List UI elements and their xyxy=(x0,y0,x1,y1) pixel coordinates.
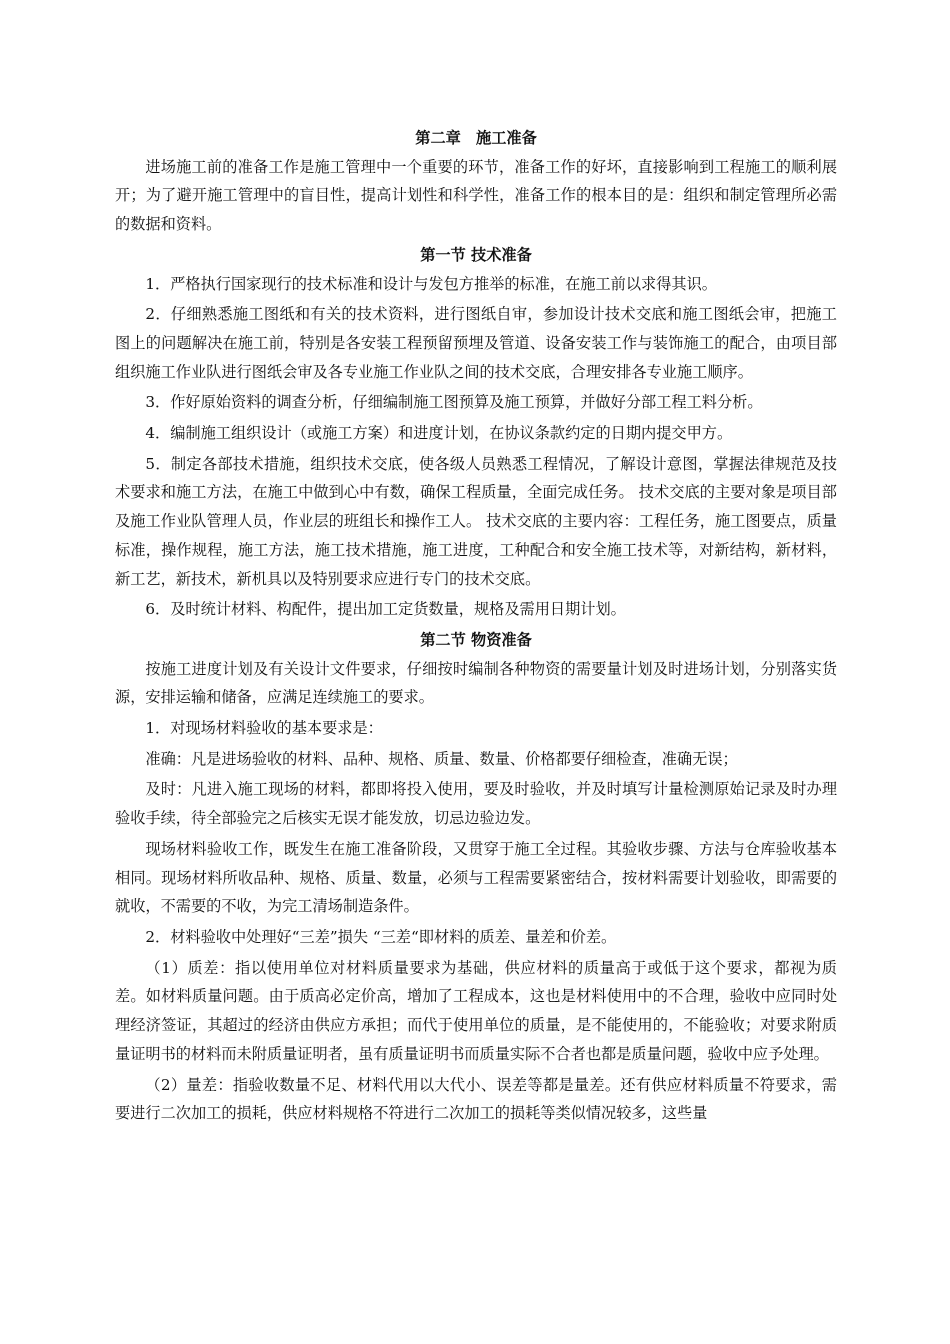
technical-item: 3．作好原始资料的调查分析，仔细编制施工图预算及施工预算，并做好分部工程工料分析。 xyxy=(145,393,763,412)
section-title-materials: 第二节 物资准备 xyxy=(420,630,532,649)
materials-paragraph: 1．对现场材料验收的基本要求是： xyxy=(145,719,383,738)
materials-paragraph: 现场材料验收工作，既发生在施工准备阶段，又贯穿于施工全过程。其验收步骤、方法与仓库验收基本相同。现场材料所收品种、规格、质量、数量，必须与工程需要紧密结合，按材料需要计划验收，即需要的就收，不需要的不收，为完工清场制造条件。 xyxy=(115,839,837,916)
materials-paragraph: （2）量差：指验收数量不足、材料代用以大代小、误差等都是量差。还有供应材料质量不符要求，需要进行二次加工的损耗，供应材料规格不符进行二次加工的损耗等类似情况较多，这些量 xyxy=(115,1075,837,1123)
technical-item: 2．仔细熟悉施工图纸和有关的技术资料，进行图纸自审，参加设计技术交底和施工图纸会审，把施工图上的问题解决在施工前，特别是各安装工程预留预埋及管道、设备安装工作与装饰施工的配合，由项目部组织施工作业队进行图纸会审及各专业施工作业队之间的技术交底，合理安排各专业施工顺序。 xyxy=(115,305,837,381)
technical-item: 6．及时统计材料、构配件，提出加工定货数量，规格及需用日期计划。 xyxy=(145,600,626,619)
chapter-intro: 进场施工前的准备工作是施工管理中一个重要的环节，准备工作的好坏，直接影响到工程施工的顺利展开；为了避开施工管理中的盲目性，提高计划性和科学性，准备工作的根本目的是：组织和制定管理所必需的数据和资料。 xyxy=(115,157,837,234)
technical-item: 1．严格执行国家现行的技术标准和设计与发包方推举的标准，在施工前以求得其识。 xyxy=(145,274,717,293)
technical-item: 4．编制施工组织设计（或施工方案）和进度计划，在协议条款约定的日期内提交甲方。 xyxy=(145,424,733,443)
chapter-title: 第二章 施工准备 xyxy=(415,129,537,147)
materials-paragraph: 准确：凡是进场验收的材料、品种、规格、质量、数量、价格都要仔细检查，准确无误； xyxy=(145,749,738,768)
document-body xyxy=(115,124,837,1130)
materials-paragraph: （1）质差：指以使用单位对材料质量要求为基础，供应材料的质量高于或低于这个要求，都视为质差。如材料质量问题。由于质高必定价高，增加了工程成本，这也是材料使用中的不合理，验收中应同时处理经济签证，其超过的经济由供应方承担；而代于使用单位的质量，是不能使用的，不能验收；对要求附质量证明书的材料而未附质量证明者，虽有质量证明书而质量实际不合者也都是质量问题，验收中应予处理。 xyxy=(115,958,837,1063)
materials-paragraph: 2．材料验收中处理好“三差”损失 “三差“即材料的质差、量差和价差。 xyxy=(145,927,617,946)
technical-item: 5．制定各部技术措施，组织技术交底，使各级人员熟悉工程情况，了解设计意图，掌握法律规范及技术要求和施工方法，在施工中做到心中有数，确保工程质量，全面完成任务。 技术交底的主要对象是项目部及施工作业队管理人员，作业层的班组长和操作工人。 技术交底的主要内容：工程任务，施工图要点，质量标准，操作规程，施工方法，施工技术措施，施工进度，工种配合和安全施工技术等，对新结构，新材料，新工艺，新技术，新机具以及特别要求应进行专门的技术交底。 xyxy=(115,454,837,588)
materials-paragraph: 按施工进度计划及有关设计文件要求，仔细按时编制各种物资的需要量计划及时进场计划，分别落实货源，安排运输和储备，应满足连续施工的要求。 xyxy=(115,659,837,707)
section-title-technical: 第一节 技术准备 xyxy=(420,245,532,264)
materials-paragraph: 及时：凡进入施工现场的材料，都即将投入使用，要及时验收，并及时填写计量检测原始记录及时办理验收手续，待全部验完之后核实无误才能发放，切忌边验边发。 xyxy=(115,780,837,828)
